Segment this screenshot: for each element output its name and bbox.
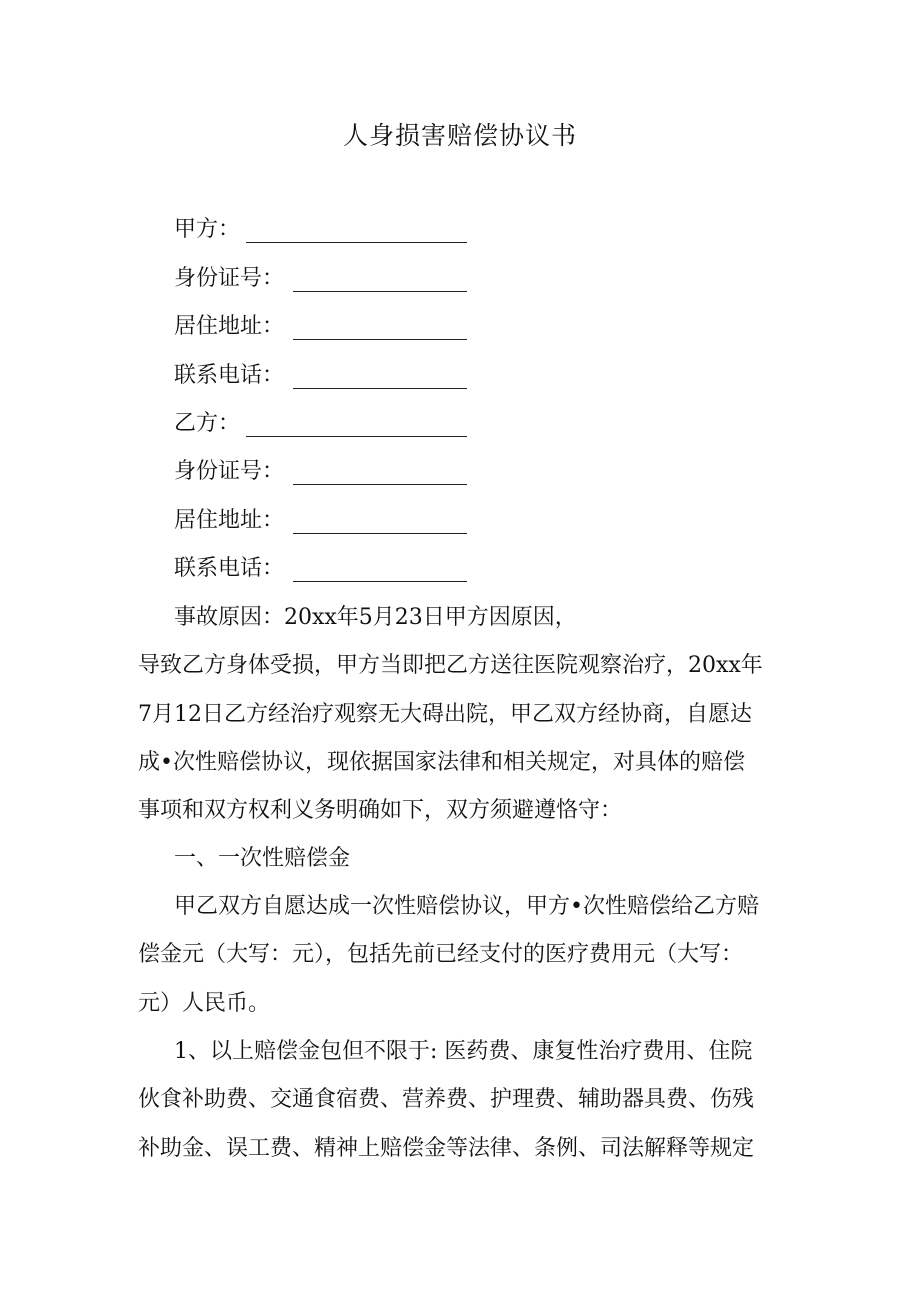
party-b-id-blank	[293, 484, 467, 485]
document-title: 人身损害赔偿协议书	[342, 121, 577, 150]
accident-line: 事故原因：20xx年5月23日甲方因原因，	[174, 605, 577, 630]
party-b-address-field	[174, 505, 284, 537]
party-a-name-field	[174, 214, 240, 246]
party-b-phone-label: 联系电话：	[174, 556, 285, 581]
party-b-name-field	[174, 408, 240, 440]
party-a-phone-field	[174, 360, 284, 392]
party-a-address-field	[174, 311, 284, 343]
party-b-phone-field	[174, 553, 284, 585]
section-1-line: 元）人民币。	[138, 991, 271, 1016]
party-b-phone-blank	[293, 581, 467, 582]
party-a-id-label: 身份证号：	[174, 266, 285, 291]
party-a-name-blank	[246, 242, 467, 243]
party-a-id-field	[174, 263, 284, 295]
party-a-name-label: 甲方：	[174, 217, 241, 242]
accident-paragraph	[138, 602, 788, 842]
party-a-phone-label: 联系电话：	[174, 363, 285, 388]
accident-line: 事项和双方权利义务明确如下，双方须避遵恪守：	[138, 798, 623, 823]
party-a-phone-blank	[293, 388, 467, 389]
accident-line: 导致乙方身体受损，甲方当即把乙方送往医院观察治疗，20xx年	[138, 653, 763, 678]
item-1-paragraph	[138, 1036, 788, 1176]
accident-line: 7月12日乙方经治疗观察无大碍出院，甲乙双方经协商，自愿达	[138, 702, 752, 727]
party-b-name-label: 乙方：	[174, 411, 241, 436]
section-1-heading: 一、一次性赔偿金	[174, 846, 351, 871]
party-a-id-blank	[293, 291, 467, 292]
item-1-line: 补助金、误工费、精神上赔偿金等法律、条例、司法解释等规定	[138, 1136, 755, 1161]
section-1-paragraph	[138, 891, 788, 1031]
party-b-id-label: 身份证号：	[174, 459, 285, 484]
accident-line: 成•次性赔偿协议，现依据国家法律和相关规定，对具体的赔偿	[138, 750, 745, 775]
party-b-address-label: 居住地址：	[174, 508, 285, 533]
party-b-name-blank	[246, 436, 467, 437]
party-b-address-blank	[293, 533, 467, 534]
section-1-line: 甲乙双方自愿达成一次性赔偿协议，甲方•次性赔偿给乙方赔	[174, 894, 759, 919]
item-1-line: 1、以上赔偿金包但不限于: 医药费、康复性治疗费用、住院	[174, 1039, 753, 1064]
party-a-address-label: 居住地址：	[174, 314, 285, 339]
party-a-address-blank	[293, 339, 467, 340]
section-1-line: 偿金元（大写：元），包括先前已经支付的医疗费用元（大写：	[138, 942, 744, 967]
party-b-id-field	[174, 456, 284, 488]
section-1	[138, 843, 788, 877]
item-1-line: 伙食补助费、交通食宿费、营养费、护理费、辅助器具费、伤残	[138, 1087, 755, 1112]
